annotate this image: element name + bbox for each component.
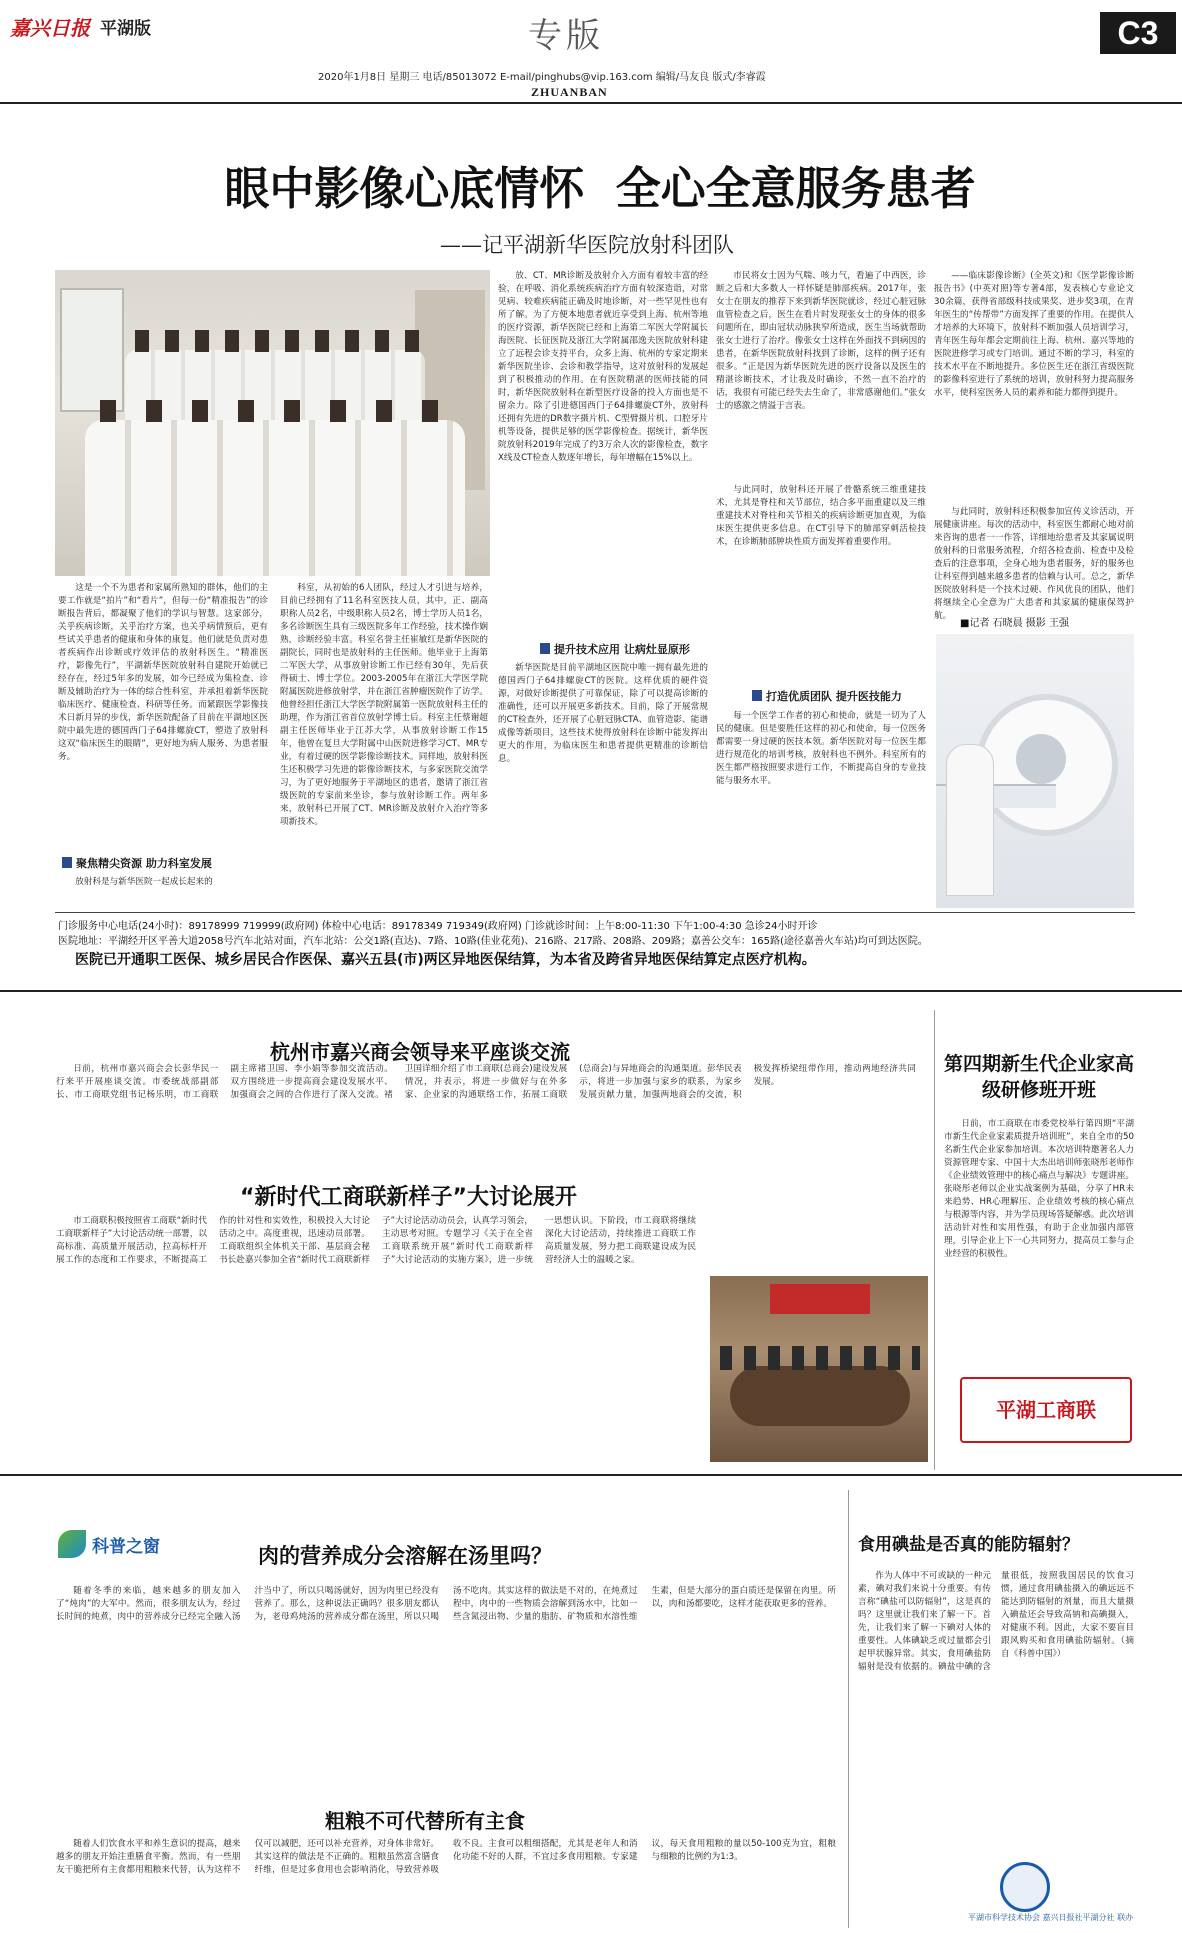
feature-col-4: 市民将女士因为气喘、咳力气，看遍了中西医，诊断之后和大多数人一样怀疑是肺部疾病。2017年，张女士在朋友的推荐下来到新华医院就诊，经过心脏冠脉血管检查之后，医生在看片时发现张女士的身体的很多问题所在，即由冠状动脉狭窄所造成，医生当场就帮助张女士进行了治疗。像张女士这样在外面找不到病因的患者，在新华医院放射科找到了诊断，这样的例子还有很多。“正是因为新华医院先进的医疗设备以及医生的精湛诊断技术，才让我及时确诊，不然一直不治疗的话，我很有可能已经失去生命了，非常感谢他们。”张女士的感激之情溢于言表。 xyxy=(716,271,926,411)
feature-col-4c: 每一个医学工作者的初心和使命，就是一切为了人民的健康。但是要胜任这样的初心和使命，每一位医务都需要一身过硬的医技本领。新华医院对每一位医生都进行规范化的培训考核，放射科也不例外。科室所有的医生都严格按照要求进行工作，不断提高自身的专业技能与服务水平。 xyxy=(716,711,926,786)
photo-faces-front xyxy=(100,400,455,422)
science-title-1: 肉的营养成分会溶解在汤里吗？ xyxy=(258,1544,552,1568)
masthead xyxy=(0,0,1182,99)
team-group-photo xyxy=(55,270,490,576)
section-title: 专版 xyxy=(528,16,604,56)
ct-scanner-photo xyxy=(936,634,1134,908)
science-col-2: 随着人们饮食水平和养生意识的提高，越来越多的朋友开始注重膳食平衡。然而，有一些朋友干脆把所有主食都用粗粮来代替，认为这样不仅可以减肥，还可以补充营养，对身体非常好。其实这样的做法是不正确的。粗粮虽然富含膳食纤维，但是过多食用也会影响消化，导致营养吸收不良。主食可以粗细搭配，尤其是老年人和消化功能不好的人群，不宜过多食用粗粮。专家建议，每天食用粗粮的量以50-100克为宜，粗粮与细粮的比例约为1:3。 xyxy=(56,1839,836,1875)
business-divider xyxy=(934,1010,935,1470)
feature-subhead-2: 提升技术应用 让病灶显原形 xyxy=(540,641,690,657)
page-number-badge: C3 xyxy=(1100,12,1176,54)
feature-col-5: ——临床影像诊断》(全英文)和《医学影像诊断报告书》(中英对照)等专著4部，发表核心专业论文30余篇，获得省部级科技成果奖、进步奖3项，在青年医生的“传帮带”方面发挥了重要的作用。在提供人才培养的大环境下，放射科不断加强人员培训学习，青年医生每年都会定期前往上海、杭州、嘉兴等地的医院进修学习或专门培训。通过不断的学习，科室的技术水平在不断地提升。多位医生还在浙江省级医院的影像科室进行了系统的培训，放射科努力提高服务水平，使科室医务人员的素养和能力都得到提升。 xyxy=(934,271,1134,398)
edition-label: 平湖版 xyxy=(100,19,151,39)
science-brand xyxy=(58,1528,198,1562)
business-col-1: 日前，杭州市嘉兴商会会长彭华民一行来平开展座谈交流。市委统战部副部长、市工商联党组书记杨乐明，市工商联副主席褚卫国、李小娟等参加交流活动。双方围绕进一步提高商会建设发展水平、加强商会之间的合作进行了深入交流。褚卫国详细介绍了市工商联(总商会)建设发展情况，并表示，将进一步做好与在外多家、企业家的沟通联络工作，拓展工商联(总商会)与异地商会的沟通渠道。彭华民表示，将进一步加强与家乡的联系，为家乡发展贡献力量，加强两地商会的交流，积极发挥桥梁纽带作用，推动两地经济共同发展。 xyxy=(56,1064,916,1100)
business-col-2: 市工商联积极按照省工商联“新时代工商联新样子”大讨论活动统一部署，以高标准、高质量开展活动，拉高标杆开展工作的态度和工作要求，不断提高工作的针对性和实效性，积极投入大讨论活动之中。高度重视，迅速动员部署。工商联组织全体机关干部、基层商会秘书长赴嘉兴参加全省“新时代工商联新样子”大讨论活动动员会，认真学习领会，主动思考对照。专题学习《关于在全省工商联系统开展“新时代工商联新样子”大讨论活动的实施方案》，进一步统一思想认识。下阶段，市工商联将继续深化大讨论活动，持续推进工商联工作高质量发展，努力把工商联建设成为民营经济人士的温暖之家。 xyxy=(56,1216,696,1265)
photo-doctor xyxy=(946,744,994,896)
feature-subtitle: ——记平湖新华医院放射科团队 xyxy=(440,233,734,257)
photo-attendees xyxy=(720,1346,920,1370)
section-title-en: ZHUANBAN xyxy=(531,85,608,99)
science-col-1: 随着冬季的来临，越来越多的朋友加入了“炖肉”的大军中。然而，很多朋友认为，经过长时间的炖煮，肉中的营养成分已经完全融入汤汁当中了，所以只喝汤就好，因为肉里已经没有营养了。那么，这种说法正确吗？很多朋友都认为，老母鸡炖汤的营养成分都在汤里，所以只喝汤不吃肉。其实这样的做法是不对的，在炖煮过程中，肉中的一些物质会溶解到汤水中，比如一些含氮浸出物、少量的脂肪、矿物质和水溶性维生素，但是大部分的蛋白质还是保留在肉里。所以，肉和汤都要吃，这样才能获取更多的营养。 xyxy=(56,1586,836,1622)
insurance-banner: 医院已开通职工医保、城乡居民合作医保、嘉兴五县(市)两区异地医保结算，为本省及跨省异地医保结算定点医疗机构。 xyxy=(75,952,816,968)
business-title-2: “新时代工商联新样子”大讨论展开 xyxy=(240,1185,577,1210)
science-title-2: 粗粮不可代替所有主食 xyxy=(325,1809,525,1833)
business-title-3: 第四期新生代企业家高级研修班开班 xyxy=(944,1053,1135,1101)
science-divider xyxy=(848,1490,849,1928)
subhead-marker xyxy=(752,690,762,701)
photo-faces xyxy=(135,330,425,352)
science-leaf-icon xyxy=(58,1530,86,1558)
science-credit: 平湖市科学技术协会 嘉兴日报社平湖分社 联办 xyxy=(968,1913,1134,1922)
feature-col-2: 科室，从初始的6人团队，经过人才引进与培养，目前已经拥有了11名科室医技人员，其中，正、副高职称人员2名，中级职称人员2名，博士学历人员1名，多名诊断医生具有三级医院多年工作经验，技术操作娴熟，诊断经验丰富。科室名誉主任崔敏红是新华医院的副院长，同时也是放射科的主任医师。他毕业于上海第二军医大学，从事放射诊断工作已经有30年，先后获得硕士、博士学位。2003-2005年在浙江大学医学院附属医院进修放射学，并在浙江省肿瘤医院作了访学。他曾经担任浙江大学医学院附属第一医院放射科主任的助理，作为浙江省首位放射学博士后。科室主任蔡谢超副主任医师毕业于江苏大学，从事放射诊断工作15年，他曾在复旦大学附属中山医院进修学习CT、MR专业，有着过硬的医学影像诊断技术。同样地，放射科医生还积极学习先进的影像诊断技术，与多家医院交流学习，为了更好地服务于平湖地区的患者，邀请了浙江省级医院的专家前来坐诊，参与放射诊断工作。两年多来，放射科已开展了CT、MR诊断及放射介入治疗等多项新技术。 xyxy=(280,583,488,827)
feature-subhead-1: 聚焦精尖资源 助力科室发展 xyxy=(62,855,212,871)
photo-ct-bore xyxy=(1016,734,1066,784)
masthead-rule xyxy=(0,102,1182,104)
feature-col-1-tail: 放射科是与新华医院一起成长起来的 xyxy=(75,877,213,887)
business-col-3: 日前，市工商联在市委党校举行第四期“平湖市新生代企业家素质提升培训班”，来自全市的50名新生代企业家参加培训。本次培训特邀著名人力资源管理专家、中国十大杰出培训师张晓彤老师作《企业绩效管理中的核心痛点与解决》专题讲座。张晓彤老师以企业实战案例为基础，分享了HR未来趋势、HR心理解压、企业绩效考核的核心痛点与根源等内容，并为学员现场答疑解惑。此次培训活动针对性和实用性强，有助于企业加强内部管理，引导企业上下一心共同努力，提高员工参与企业经营的积极性。 xyxy=(944,1119,1134,1259)
business-title-1: 杭州市嘉兴商会领导来平座谈交流 xyxy=(270,1040,570,1064)
subhead-marker xyxy=(62,857,72,868)
section-divider-2 xyxy=(0,1474,1182,1476)
photo-table xyxy=(730,1366,910,1426)
feature-byline: ■记者 石晓晨 摄影 王强 xyxy=(960,618,1069,629)
feature-col-3: 放、CT、MR诊断及放射介入方面有着较丰富的经验，在呼吸、消化系统疾病治疗方面有较深造诣，对常见病、较难疾病能正确及时地诊断，对一些罕见性也有所了解。为了方便本地患者就近享受到上海、杭州等地的医疗资源，新华医院已经和上海第二军医大学附属长海医院、长征医院及浙江大学附属邵逸夫医院放射科建立了远程会诊支持平台，众多上海、杭州的专家定期来新华医院坐诊、会诊和教学指导，这对放射科的发展起到了积极推动的作用。在有医院精湛的医师技能的同时，新华医院放射科在新型医疗设备的投入方面也是不留余力。除了引进德国西门子64排螺旋CT外，放射科还拥有先进的DR数字摄片机、C型臂摄片机、口腔牙片机等设备，提供足够的医学影像检查。据统计，新华医院放射科2019年完成了约3万余人次的影像检查，数字X线及CT检查人数逐年增长，每年增幅在15%以上。 xyxy=(498,271,708,463)
feature-col-4b: 与此同时，放射科还开展了骨骼系统三维重建技术，尤其是脊柱和关节部位，结合多平面重建以及三维重建技术对脊柱和关节相关的疾病诊断更加直观，为临床医生提供更多信息。在CT引导下的肺部穿刺活检技术，在诊断肺部肿块性质方面发挥着重要作用。 xyxy=(716,485,926,547)
hospital-contact-line: 门诊服务中心电话(24小时)：89178999 719999(政府网) 体检中心电话：89178349 719349(政府网) 门诊就诊时间：上午8:00-11:30 下午1:00-4:30 急诊24小时开诊 xyxy=(58,921,818,932)
meeting-photo xyxy=(710,1276,928,1462)
photo-window xyxy=(60,288,124,412)
photo-screen xyxy=(770,1284,870,1314)
feature-bottom-rule xyxy=(55,912,1135,913)
section-divider-1 xyxy=(0,990,1182,992)
photo-front-row xyxy=(85,420,465,576)
feature-subhead-3: 打造优质团队 提升医技能力 xyxy=(752,688,902,704)
science-emblem xyxy=(1000,1862,1050,1912)
science-brand-label: 科普之窗 xyxy=(92,1537,160,1557)
feature-col-1: 这是一个不为患者和家属所熟知的群体，他们的主要工作就是“拍片”和“看片”，但每一份“精准报告”的诊断报告背后，都凝聚了他们的学识与智慧。这家部分，关乎疾病诊断，关乎治疗方案，也关乎病情预后，更有些试关乎患者的健康和身体的康复。他们就是负责对患者疾病作出诊断或疗效评估的放射科医生。“精准医疗，影像先行”，平湖新华医院放射科自建院开始就已经存在，经过5年多的发展，如今已经成为集检查、诊断及辅助治疗为一体的综合性科室，并承担着新华医院临床医疗、健康检查、科研等任务。而紧跟医学影像技术日新月异的步伐，新华医院配备了目前在平湖地区医院中最先进的德国西门子64排螺旋CT，塑造了放射科这双“临床医生的眼睛”，更好地为病人服务、为患者服务。 xyxy=(58,583,268,762)
feature-col-5b: 与此同时，放射科还积极参加宣传义诊活动，开展健康讲座。每次的活动中，科室医生都耐心地对前来咨询的患者一一作答，详细地给患者及其家属说明放射科的日常服务流程，介绍各检查前、检查中及检查后的注意事项，全身心地为患者服务，好的服务也让科室得到越来越多患者的信赖与认可。总之，新华医院放射科是一个技术过硬、作风优良的团队，他们将继续全心全意为广大患者和其家属的健康保驾护航。 xyxy=(934,507,1134,621)
page-meta: 2020年1月8日 星期三 电话/85013072 E-mail/pinghubs@vip.163.com 编辑/马友良 版式/李睿霞 xyxy=(318,72,766,83)
subhead-marker xyxy=(540,643,550,654)
newspaper-logo: 嘉兴日报 xyxy=(10,16,90,40)
feature-col-3b: 新华医院是目前平湖地区医院中唯一拥有最先进的德国西门子64排螺旋CT的医院。这样优质的硬件资源，对做好诊断提供了可靠保证，除了可以提高诊断的准确性，还可以开展更多新技术。目前，除了开展常规的CT检查外，还开展了心脏冠脉CTA、血管造影、能谱成像等新项目，这些技术使得放射科在诊断中能发挥出更大的作用，为临床医生和患者提供更精准的诊断信息。 xyxy=(498,663,708,764)
science-col-3: 作为人体中不可或缺的一种元素，碘对我们来说十分重要。有传言称“碘盐可以防辐射”，这是真的吗？这里就让我们来了解一下。首先，让我们来了解一下碘对人体的重要性。人体碘缺乏或过量都会引起甲状腺异常。其实，食用碘盐防辐射是没有依据的。碘盐中碘的含量很低，按照我国居民的饮食习惯，通过食用碘盐摄入的碘远远不能达到防辐射的剂量，而且大量摄入碘盐还会导致高钠和高碘摄入，对健康不利。因此，大家不要盲目跟风购买和食用碘盐防辐射。（摘自《科普中国》） xyxy=(858,1571,1134,1672)
science-title-3: 食用碘盐是否真的能防辐射？ xyxy=(858,1535,1079,1555)
business-stamp: 平湖工商联 xyxy=(960,1377,1132,1443)
hospital-address-line: 医院地址：平湖经开区平善大道2058号汽车北站对面，汽车北站：公交1路(直达)、7路、10路(佳业花苑)、216路、217路、208路、209路；嘉善公交车：165路(途径嘉善火车站)均可到达医院。 xyxy=(58,936,928,947)
feature-title: 眼中影像心底情怀 全心全意服务患者 xyxy=(224,162,976,215)
